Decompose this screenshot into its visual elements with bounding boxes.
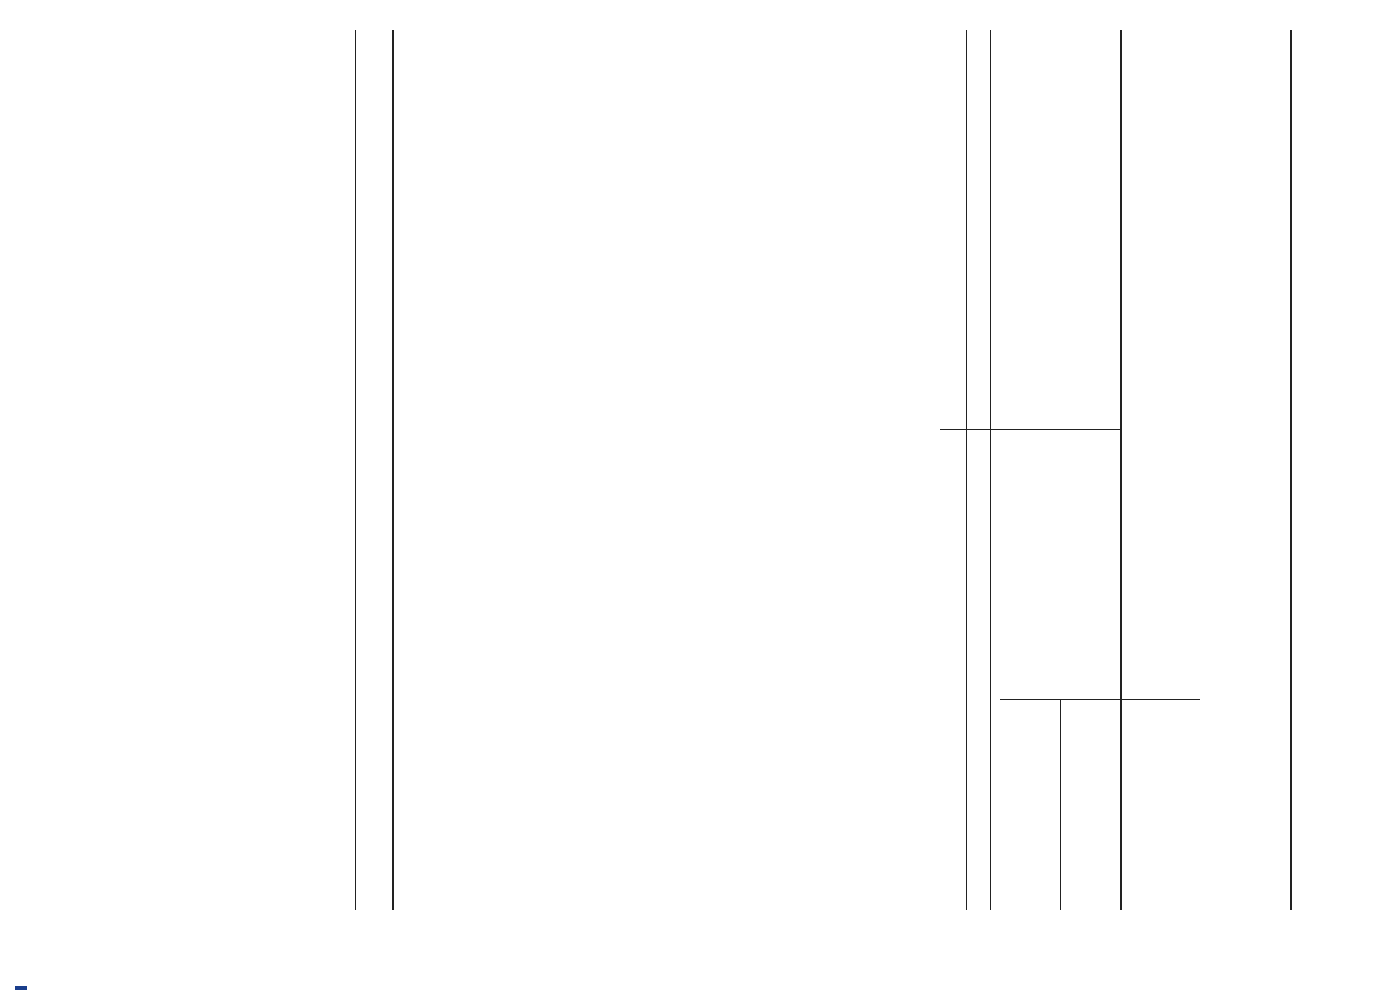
names-ord-divider <box>940 429 1120 430</box>
running-header <box>1302 30 1336 910</box>
group-rule <box>1060 700 1061 910</box>
totals-rule <box>392 30 394 910</box>
year-rule <box>990 30 991 910</box>
table-top-rule <box>1120 30 1122 910</box>
numbers-names-divider <box>1000 699 1200 700</box>
colnum-rule <box>966 30 967 910</box>
header-rule <box>1290 30 1292 910</box>
footer <box>8 986 27 990</box>
dfg-logo <box>15 986 27 990</box>
table-bottom-rule <box>355 30 356 910</box>
